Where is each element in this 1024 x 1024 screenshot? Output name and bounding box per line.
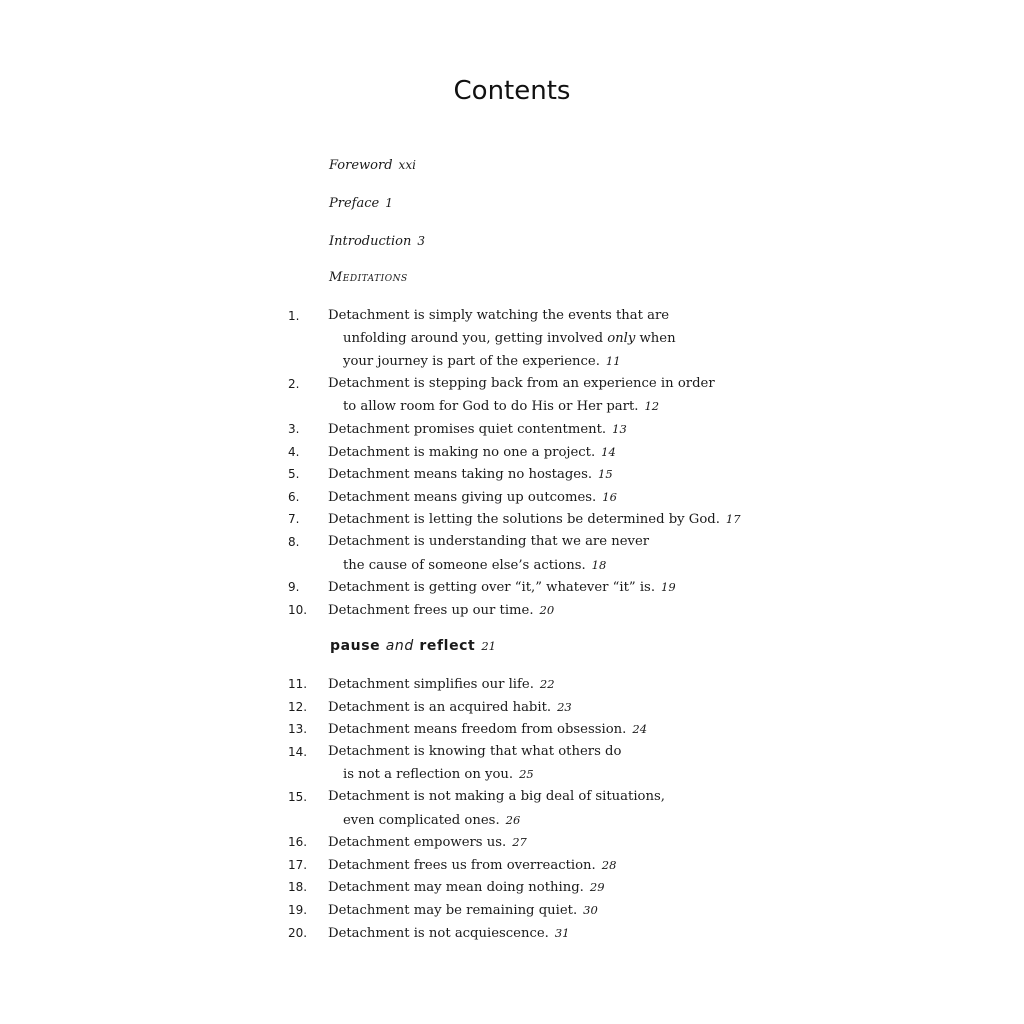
toc-entry[interactable] xyxy=(0,463,1024,486)
toc-entry-number: 1. xyxy=(288,309,300,323)
toc-entry-number: 3. xyxy=(288,422,300,436)
toc-page-number: 26 xyxy=(505,812,521,827)
toc-page-number: 22 xyxy=(539,677,555,691)
toc-entry-title: Detachment frees up our time. 20 xyxy=(328,602,555,618)
toc-entry-title: Detachment simplifies our life. 22 xyxy=(328,677,555,692)
toc-entry-number: 20. xyxy=(288,925,308,940)
toc-entry[interactable] xyxy=(0,486,1024,509)
toc-entry-title: Detachment is understanding that we are never xyxy=(328,534,650,549)
toc-entry[interactable] xyxy=(0,922,1024,945)
toc-entry-title: Detachment frees us from overreaction. 28 xyxy=(328,857,617,873)
toc-page-number: 17 xyxy=(725,512,741,527)
toc-entry-title: your journey is part of the experience. 11 xyxy=(343,354,621,370)
toc-page-number: 25 xyxy=(519,767,534,782)
pause-reflect-word: reflect xyxy=(419,638,476,654)
toc-entry-title: Detachment is simply watching the events that are xyxy=(328,308,670,323)
pause-word: pause xyxy=(330,638,381,654)
toc-page-number: 19 xyxy=(661,580,676,595)
toc-page-number: 30 xyxy=(583,903,598,917)
toc-page-number: 21 xyxy=(481,639,496,653)
toc-page-number: 14 xyxy=(601,444,616,459)
toc-entry[interactable] xyxy=(0,854,1024,877)
toc-entry[interactable] xyxy=(0,786,1024,831)
page-title: Contents xyxy=(453,76,571,106)
toc-entry[interactable] xyxy=(0,696,1024,719)
toc-entry-title: the cause of someone else’s actions. 18 xyxy=(343,557,607,573)
toc-entry[interactable] xyxy=(0,418,1024,441)
toc-entry-number: 8. xyxy=(288,535,300,549)
toc-page-number: 28 xyxy=(601,857,617,872)
toc-entry[interactable] xyxy=(0,718,1024,741)
toc-entry[interactable] xyxy=(0,441,1024,464)
toc-front-label: Foreword xyxy=(329,158,393,173)
toc-entry-number: 6. xyxy=(288,489,300,504)
toc-entry[interactable] xyxy=(0,599,1024,622)
toc-page-number: 23 xyxy=(557,699,572,714)
pause-and-word: and xyxy=(385,638,414,654)
toc-introduction[interactable] xyxy=(329,234,425,249)
toc-entry[interactable] xyxy=(0,305,1024,373)
toc-front-label: Introduction xyxy=(329,234,412,249)
toc-entry[interactable] xyxy=(0,373,1024,418)
toc-pause-and-reflect[interactable] xyxy=(330,638,496,654)
toc-entry[interactable] xyxy=(0,831,1024,854)
toc-entry-number: 2. xyxy=(288,376,300,391)
toc-entry-number: 5. xyxy=(288,467,300,482)
toc-foreword[interactable] xyxy=(329,158,416,173)
toc-entry-title: Detachment is making no one a project. 14 xyxy=(328,444,616,460)
toc-entry-title: Detachment is not making a big deal of situations, xyxy=(328,789,665,804)
toc-entry-title: Detachment is getting over “it,” whatever “it” is. 19 xyxy=(328,580,676,596)
toc-entry-title: Detachment means freedom from obsession. 24 xyxy=(328,722,648,738)
toc-entry-title: Detachment promises quiet contentment. 13 xyxy=(328,422,627,437)
toc-page-number: 16 xyxy=(602,489,617,504)
toc-page-number: xxi xyxy=(398,158,416,172)
toc-entry-title: is not a reflection on you. 25 xyxy=(343,767,534,783)
toc-entry-title: Detachment is knowing that what others do xyxy=(328,743,622,759)
toc-entry-title: Detachment is not acquiescence. 31 xyxy=(328,925,570,941)
section-label-meditations: Meditations xyxy=(329,270,408,285)
toc-entry-number: 13. xyxy=(288,722,308,737)
toc-entry-title: Detachment means taking no hostages. 15 xyxy=(328,467,613,483)
toc-entry-title: Detachment empowers us. 27 xyxy=(328,835,527,851)
toc-front-label: Preface xyxy=(329,196,380,211)
toc-entry[interactable] xyxy=(0,673,1024,696)
toc-entry-number: 11. xyxy=(288,677,308,691)
toc-page-number: 13 xyxy=(612,422,627,436)
toc-entry-title: Detachment is stepping back from an experience in order xyxy=(328,375,715,391)
toc-page-number: 29 xyxy=(589,880,605,895)
toc-entry-title: Detachment may be remaining quiet. 30 xyxy=(328,903,598,918)
toc-entry-number: 19. xyxy=(288,903,308,917)
toc-entry-number: 18. xyxy=(288,880,308,895)
toc-entry[interactable] xyxy=(0,531,1024,576)
toc-entry[interactable] xyxy=(0,576,1024,599)
toc-page-number: 1 xyxy=(385,196,393,210)
toc-entry-number: 17. xyxy=(288,857,308,872)
toc-page-number: 18 xyxy=(591,557,607,572)
toc-entry-title: Detachment may mean doing nothing. 29 xyxy=(328,880,605,896)
toc-preface[interactable] xyxy=(329,196,393,211)
toc-page-number: 3 xyxy=(417,234,425,248)
toc-entry-number: 14. xyxy=(288,744,308,759)
toc-entry-title: Detachment means giving up outcomes. 16 xyxy=(328,489,617,505)
toc-entry-number: 16. xyxy=(288,835,308,850)
toc-entry-title: unfolding around you, getting involved only when xyxy=(343,330,676,346)
toc-entry[interactable] xyxy=(0,741,1024,786)
toc-entry-number: 12. xyxy=(288,699,308,714)
toc-entry[interactable] xyxy=(0,508,1024,531)
toc-page-number: 15 xyxy=(598,467,613,482)
toc-page-number: 20 xyxy=(539,602,555,617)
toc-entry-number: 10. xyxy=(288,602,308,617)
toc-entry[interactable] xyxy=(0,876,1024,899)
toc-entry-number: 7. xyxy=(288,512,300,527)
toc-page-number: 31 xyxy=(554,925,570,940)
toc-entry-number: 9. xyxy=(288,580,300,595)
toc-entry-title: Detachment is letting the solutions be determined by God. 17 xyxy=(328,512,741,528)
toc-page-number: 11 xyxy=(605,354,621,369)
toc-entry-title: to allow room for God to do His or Her part. 12 xyxy=(343,399,660,415)
toc-page-number: 24 xyxy=(632,722,648,737)
toc-entry-title: even complicated ones. 26 xyxy=(343,812,521,828)
toc-entry[interactable] xyxy=(0,899,1024,922)
toc-page-number: 12 xyxy=(644,399,660,414)
toc-entry-number: 15. xyxy=(288,790,308,804)
toc-entry-title: Detachment is an acquired habit. 23 xyxy=(328,699,572,715)
toc-entry-number: 4. xyxy=(288,444,300,459)
toc-page-number: 27 xyxy=(512,835,527,850)
